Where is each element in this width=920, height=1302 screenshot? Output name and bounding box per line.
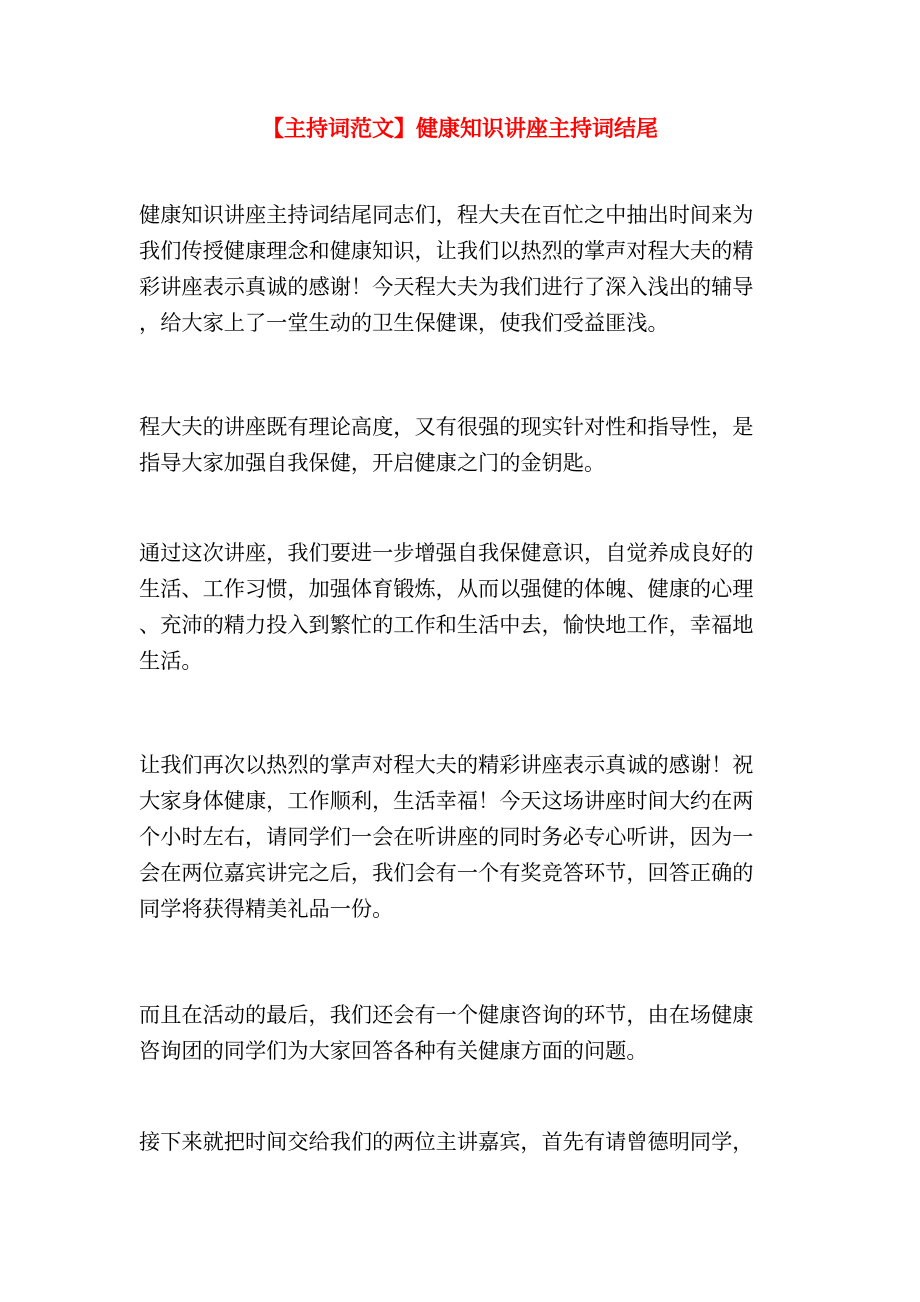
paragraph-line: 生活。	[139, 648, 203, 673]
paragraph-5	[139, 997, 779, 1069]
paragraph-line: 生活、工作习惯，加强体育锻炼，从而以强健的体魄、健康的心理	[139, 576, 754, 601]
paragraph-line: 大家身体健康，工作顺利，生活幸福！今天这场讲座时间大约在两	[139, 788, 754, 813]
paragraph-3	[139, 535, 779, 679]
paragraph-line: 彩讲座表示真诚的感谢！今天程大夫为我们进行了深入浅出的辅导	[139, 274, 754, 299]
paragraph-line: 会在两位嘉宾讲完之后，我们会有一个有奖竞答环节，回答正确的	[139, 860, 754, 885]
paragraph-line: ，给大家上了一堂生动的卫生保健课，使我们受益匪浅。	[139, 310, 669, 335]
paragraph-line: 而且在活动的最后，我们还会有一个健康咨询的环节，由在场健康	[139, 1002, 754, 1027]
paragraph-line: 健康知识讲座主持词结尾同志们，程大夫在百忙之中抽出时间来为	[139, 202, 754, 227]
paragraph-line: 让我们再次以热烈的掌声对程大夫的精彩讲座表示真诚的感谢！祝	[139, 752, 754, 777]
paragraph-6	[139, 1124, 779, 1160]
paragraph-line: 我们传授健康理念和健康知识，让我们以热烈的掌声对程大夫的精	[139, 238, 754, 263]
paragraph-line: 通过这次讲座，我们要进一步增强自我保健意识，自觉养成良好的	[139, 540, 754, 565]
paragraph-line: 接下来就把时间交给我们的两位主讲嘉宾，首先有请曾德明同学，	[139, 1129, 754, 1154]
paragraph-2	[139, 409, 779, 481]
document-title: 【主持词范文】健康知识讲座主持词结尾	[261, 116, 658, 142]
paragraph-line: 个小时左右，请同学们一会在听讲座的同时务必专心听讲，因为一	[139, 824, 754, 849]
paragraph-line: 、充沛的精力投入到繁忙的工作和生活中去，愉快地工作，幸福地	[139, 612, 754, 637]
paragraph-line: 程大夫的讲座既有理论高度，又有很强的现实针对性和指导性，是	[139, 414, 754, 439]
paragraph-line: 同学将获得精美礼品一份。	[139, 896, 394, 921]
paragraph-line: 指导大家加强自我保健，开启健康之门的金钥匙。	[139, 450, 606, 475]
paragraph-1	[139, 197, 779, 341]
paragraph-4	[139, 747, 779, 927]
paragraph-line: 咨询团的同学们为大家回答各种有关健康方面的问题。	[139, 1038, 648, 1063]
